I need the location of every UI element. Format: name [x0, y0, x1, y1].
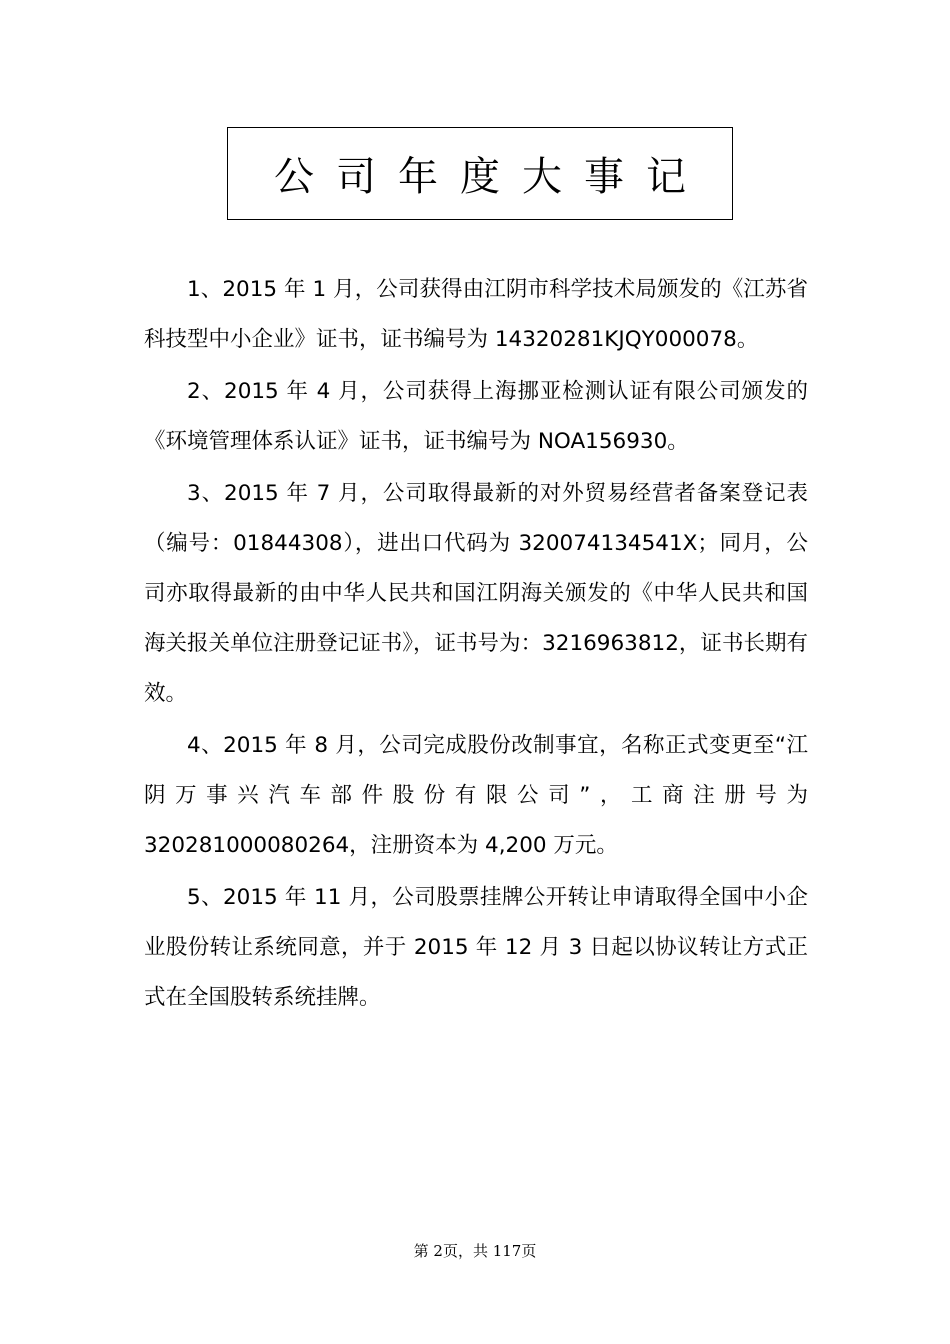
document-body — [144, 265, 808, 1025]
page-footer: 第 2页，共 117页 — [413, 1242, 537, 1260]
event-paragraph-5: 5、2015 年 11 月，公司股票挂牌公开转让申请取得全国中小企业股份转让系统同意，并于 2015 年 12 月 3 日起以协议转让方式正式在全国股转系统挂牌。 — [144, 885, 808, 1010]
event-paragraph-3: 3、2015 年 7 月，公司取得最新的对外贸易经营者备案登记表（编号：01844308），进出口代码为 320074134541X；同月，公司亦取得最新的由中华人民共和国江阴海关颁发的《中华人民共和国海关报关单位注册登记证书》，证书号为：3216963812，证书长期有效。 — [144, 481, 808, 706]
event-paragraph-4: 4、2015 年 8 月，公司完成股份改制事宜，名称正式变更至“江阴万事兴汽车部件股份有限公司”，工商注册号为 320281000080264，注册资本为 4,200 万元。 — [144, 733, 808, 858]
page-title: 公司年度大事记 — [274, 154, 708, 200]
event-paragraph-1: 1、2015 年 1 月，公司获得由江阴市科学技术局颁发的《江苏省科技型中小企业》证书，证书编号为 14320281KJQY000078。 — [144, 277, 808, 352]
event-paragraph-2: 2、2015 年 4 月，公司获得上海挪亚检测认证有限公司颁发的《环境管理体系认证》证书，证书编号为 NOA156930。 — [144, 379, 808, 454]
title-box — [227, 127, 733, 220]
